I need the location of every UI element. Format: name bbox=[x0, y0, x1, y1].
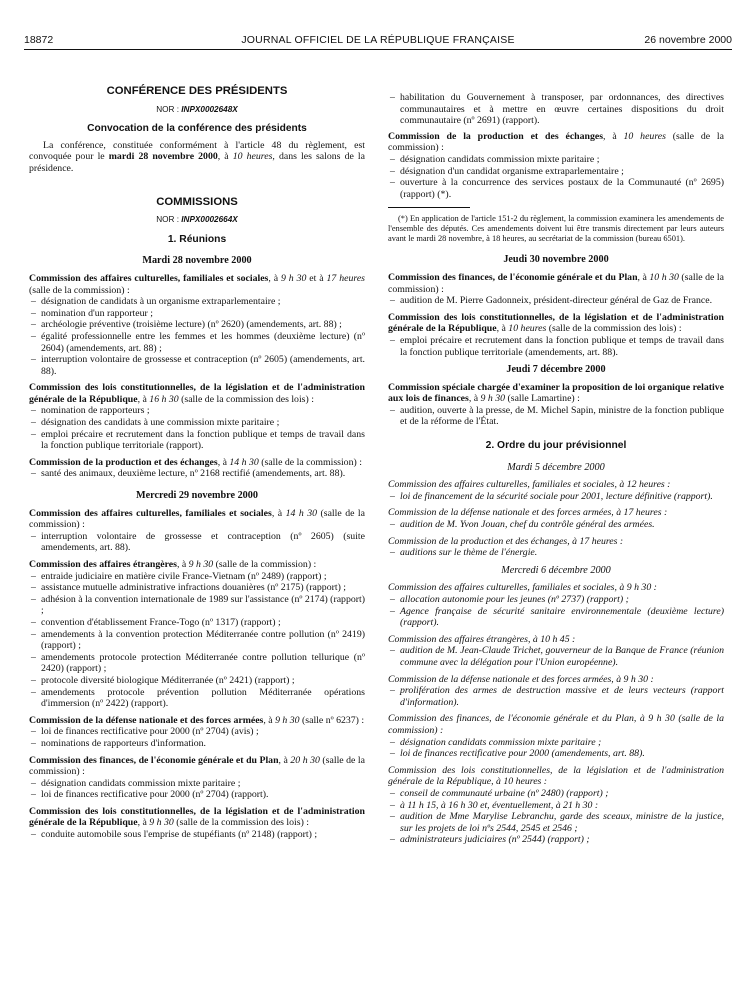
agenda-items bbox=[388, 519, 724, 531]
conference-title: CONFÉRENCE DES PRÉSIDENTS bbox=[106, 85, 288, 97]
commission-heading-part: 16 h 30 bbox=[149, 393, 179, 405]
commission-heading bbox=[388, 382, 724, 405]
agenda-item: – allocation autonomie pour les jeunes (nº 2737) (rapport) ; bbox=[388, 594, 724, 606]
commission-heading-part: (salle Lamartine) : bbox=[505, 393, 580, 405]
conference-nor bbox=[29, 104, 365, 116]
commission-heading-part: (salle de la commission) : bbox=[29, 507, 365, 531]
agenda-items bbox=[388, 491, 724, 503]
conference-text: , dans les salons de la présidence. bbox=[29, 151, 365, 174]
commission-heading-part: (salle de la commission des lois) : bbox=[173, 817, 310, 829]
commission-heading bbox=[29, 559, 365, 571]
agenda-items bbox=[29, 571, 365, 710]
agenda-item: – emploi précaire et recrutement dans la fonction publique et temps de travail dans la fonction publique territoriale (rapport). bbox=[29, 429, 365, 452]
mercredi6-entries bbox=[388, 582, 724, 845]
conference-text: , à bbox=[217, 151, 233, 163]
right-column bbox=[388, 92, 724, 851]
agenda-items bbox=[29, 778, 365, 801]
commission-heading-part: 20 h 30 bbox=[290, 754, 320, 766]
commission-heading-part: , à bbox=[263, 714, 276, 726]
commission-heading bbox=[29, 755, 365, 778]
agenda-items bbox=[388, 295, 724, 307]
page-number: 18872 bbox=[24, 34, 54, 46]
commission-heading-part: (salle de la commission des lois) : bbox=[546, 323, 682, 335]
commission-heading bbox=[29, 382, 365, 405]
agenda-item: – audition, ouverte à la presse, de M. Michel Sapin, ministre de la fonction publique et de la réforme de l'État. bbox=[388, 405, 724, 428]
agenda-heading: Commission de la défense nationale et des forces armées, à 9 h 30 : bbox=[388, 673, 654, 685]
agenda-item: – amendements protocole prévention pollution Méditerranée opérations d'immersion (nº 2422) (rapport). bbox=[29, 687, 365, 710]
commission-heading-part: Commission des affaires étrangères bbox=[29, 559, 177, 570]
agenda-items bbox=[388, 685, 724, 708]
page-header bbox=[24, 33, 732, 50]
commission-heading bbox=[388, 272, 724, 295]
commission-heading-part: Commission de la production et des échanges bbox=[29, 456, 218, 468]
commission-entry bbox=[388, 131, 724, 201]
commission-heading-part: (salle de la commission) : bbox=[258, 456, 362, 468]
agenda-items bbox=[29, 531, 365, 554]
agenda-item: – archéologie préventive (troisième lecture) (nº 2620) (amendements, art. 88) ; bbox=[29, 319, 365, 331]
agenda-item: – prolifération des armes de destruction massive et de leurs vecteurs (rapport d'information). bbox=[388, 685, 724, 708]
commission-heading-part: , à bbox=[137, 393, 150, 405]
agenda-item: – emploi précaire et recrutement dans la fonction publique et temps de travail dans la fonction publique territoriale (amendements, art. 88). bbox=[388, 335, 724, 358]
commission-heading-part: Commission des lois constitutionnelles, de la législation et de l'administration générale de la République bbox=[388, 311, 724, 335]
agenda-heading: Commission de la défense nationale et des forces armées, à 17 heures : bbox=[388, 507, 668, 519]
left-column bbox=[29, 86, 365, 846]
agenda-item: – nomination d'un rapporteur ; bbox=[29, 308, 365, 320]
agenda-item: – interruption volontaire de grossesse et contraception (nº 2605) (suite amendements, art. 88). bbox=[29, 531, 365, 554]
commission-heading-part: 9 h 30 bbox=[149, 817, 174, 829]
nor-id: INPX0002664X bbox=[181, 215, 238, 225]
commission-heading-part: , à bbox=[278, 754, 291, 766]
agenda-item: – protocole diversité biologique Méditerranée (nº 2421) (rapport) ; bbox=[29, 675, 365, 687]
agenda-heading: Commission des affaires culturelles, familiales et sociales, à 9 h 30 : bbox=[388, 582, 657, 594]
journal-title: JOURNAL OFFICIEL DE LA RÉPUBLIQUE FRANÇAISE bbox=[241, 34, 515, 46]
commission-entry bbox=[29, 508, 365, 554]
agenda-item: – désignation candidats commission mixte paritaire ; bbox=[29, 778, 365, 790]
commission-heading-part: Commission des finances, de l'économie générale et du Plan bbox=[388, 271, 638, 283]
commission-heading-part: (salle de la commission) : bbox=[388, 130, 724, 154]
day-heading: Jeudi 7 décembre 2000 bbox=[506, 364, 606, 376]
agenda-item: – assistance mutuelle administrative infractions douanières (nº 2175) (rapport) ; bbox=[29, 582, 365, 594]
commission-heading-part: 14 h 30 bbox=[285, 507, 318, 519]
nor-label: NOR : bbox=[156, 215, 179, 225]
agenda-items bbox=[29, 296, 365, 377]
commission-heading-part: , à bbox=[468, 393, 481, 405]
footnote: (*) En application de l'article 151-2 du règlement, la commission examinera les amendements de l'ensemble des députés. Ces amendements doivent lui être transmis directement par leurs auteurs avant le mardi 28 novembre, à 18 heures, au secrétariat de la commission (bureau 6501). bbox=[388, 214, 724, 244]
day-heading: Mardi 5 décembre 2000 bbox=[507, 461, 605, 473]
commission-entry bbox=[388, 382, 724, 428]
commission-heading bbox=[29, 457, 365, 469]
agenda-item: – à 11 h 15, à 16 h 30 et, éventuellement, à 21 h 30 : bbox=[388, 800, 724, 812]
agenda-items bbox=[388, 405, 724, 428]
commission-heading bbox=[29, 715, 365, 727]
commission-heading-part: 9 h 30 bbox=[480, 393, 506, 405]
agenda-items bbox=[388, 154, 724, 200]
commission-heading-part: , à bbox=[176, 559, 189, 570]
agenda-heading: Commission des lois constitutionnelles, de la législation et de l'administration générale de la République, à 10 heures : bbox=[388, 764, 724, 788]
commission-heading-part: , à bbox=[217, 456, 230, 468]
agenda-items bbox=[388, 547, 724, 559]
commission-heading-part: , à bbox=[268, 272, 281, 284]
agenda-item: – désignation de candidats à un organisme extraparlementaire ; bbox=[29, 296, 365, 308]
agenda-items bbox=[388, 737, 724, 760]
agenda-entry bbox=[388, 713, 724, 759]
conference-subtitle: Convocation de la conférence des présidents bbox=[87, 123, 307, 135]
commission-heading-part: , à bbox=[271, 507, 286, 519]
agenda-items bbox=[388, 335, 724, 358]
agenda-items bbox=[388, 645, 724, 668]
agenda-entry bbox=[388, 582, 724, 628]
commission-heading-part: 14 h 30 bbox=[229, 456, 259, 468]
agenda-item: – conduite automobile sous l'emprise de stupéfiants (nº 2148) (rapport) ; bbox=[29, 829, 365, 841]
commission-heading-part: 10 heures bbox=[508, 323, 547, 335]
agenda-item: – amendements protocole protection Méditerranée contre pollution tellurique (nº 2420) (rapport) ; bbox=[29, 652, 365, 675]
agenda-item: – santé des animaux, deuxième lecture, nº 2168 rectifié (amendements, art. 88). bbox=[29, 468, 365, 480]
day-heading: Mardi 28 novembre 2000 bbox=[142, 255, 252, 267]
agenda-item: – audition de Mme Marylise Lebranchu, garde des sceaux, ministre de la justice, sur les projets de loi nºs 2544, 2545 et 2546 ; bbox=[388, 811, 724, 834]
agenda-items bbox=[29, 405, 365, 451]
commissions-title: COMMISSIONS bbox=[156, 195, 238, 208]
commission-entry bbox=[29, 755, 365, 801]
conference-time: 10 heures bbox=[232, 151, 273, 163]
commission-heading-part: Commission des affaires culturelles, familiales et sociales bbox=[29, 507, 272, 519]
agenda-items bbox=[29, 829, 365, 841]
agenda-item: – habilitation du Gouvernement à transposer, par ordonnances, des directives communautaires et à mettre en œuvre certaines dispositions du droit communautaire (nº 2691) (rapport). bbox=[388, 92, 724, 127]
agenda-item: – loi de financement de la sécurité sociale pour 2001, lecture définitive (rapport). bbox=[388, 491, 724, 503]
commission-heading-part: (salle de la commission) : bbox=[29, 284, 130, 296]
agenda-item: – désignation candidats commission mixte paritaire ; bbox=[388, 154, 724, 166]
agenda-item: – auditions sur le thème de l'énergie. bbox=[388, 547, 724, 559]
agenda-item: – nominations de rapporteurs d'information. bbox=[29, 738, 365, 750]
commission-heading bbox=[29, 273, 365, 296]
agenda-item: – convention d'établissement France-Togo (nº 1317) (rapport) ; bbox=[29, 617, 365, 629]
issue-date: 26 novembre 2000 bbox=[644, 34, 732, 46]
commission-heading-part: (salle de la commission) : bbox=[213, 559, 317, 570]
commission-entry bbox=[388, 312, 724, 358]
agenda-items bbox=[29, 468, 365, 480]
commission-heading-part: 9 h 30 bbox=[275, 714, 300, 726]
agenda-item: – loi de finances rectificative pour 2000 (nº 2704) (rapport). bbox=[29, 789, 365, 801]
continuation-items bbox=[388, 92, 724, 127]
production-entry bbox=[388, 131, 724, 201]
mardi28-entries bbox=[29, 273, 365, 480]
agenda-heading: Commission des affaires culturelles, familiales et sociales, à 12 heures : bbox=[388, 479, 671, 491]
agenda-item: – conseil de communauté urbaine (nº 2480) (rapport) ; bbox=[388, 788, 724, 800]
commission-heading-part: , à bbox=[637, 271, 650, 283]
mardi5-entries bbox=[388, 479, 724, 559]
agenda-items bbox=[388, 788, 724, 846]
commission-heading-part: 10 h 30 bbox=[649, 271, 679, 283]
conference-text: La conférence, constituée conformément à l'article 48 du règlement, est convoquée pour le bbox=[29, 139, 365, 163]
agenda-entry bbox=[388, 507, 724, 530]
agenda-items bbox=[29, 726, 365, 749]
commission-heading-part: 10 heures bbox=[623, 130, 666, 142]
agenda-items bbox=[388, 594, 724, 629]
agenda-entry bbox=[388, 479, 724, 502]
agenda-heading: Commission de la production et des échanges, à 17 heures : bbox=[388, 535, 624, 547]
commission-heading-part: (salle de la commission) : bbox=[388, 271, 724, 295]
nor-label: NOR : bbox=[156, 104, 179, 114]
agenda-item: – désignation candidats commission mixte paritaire ; bbox=[388, 737, 724, 749]
commission-heading bbox=[29, 806, 365, 829]
agenda-entry bbox=[388, 536, 724, 559]
agenda-item: – Agence française de sécurité sanitaire environnementale (deuxième lecture) (rapport). bbox=[388, 606, 724, 629]
agenda-heading: Commission des finances, de l'économie générale et du Plan, à 9 h 30 (salle de la commission) : bbox=[388, 713, 724, 736]
commission-entry bbox=[388, 272, 724, 307]
agenda-item: – audition de M. Pierre Gadonneix, président-directeur général de Gaz de France. bbox=[388, 295, 724, 307]
day-heading: Jeudi 30 novembre 2000 bbox=[503, 254, 609, 266]
agenda-item: – interruption volontaire de grossesse et contraception (nº 2605) (amendements, art. 88). bbox=[29, 354, 365, 377]
day-heading: Mercredi 6 décembre 2000 bbox=[501, 564, 611, 576]
agenda-item: – audition de M. Yvon Jouan, chef du contrôle général des armées. bbox=[388, 519, 724, 531]
conference-date: mardi 28 novembre 2000 bbox=[108, 151, 218, 163]
commission-heading-part: 17 heures bbox=[326, 272, 365, 284]
agenda-entry bbox=[388, 765, 724, 846]
commission-heading-part: , à bbox=[603, 130, 624, 142]
commission-heading-part: Commission des lois constitutionnelles, de la législation et de l'administration générale de la République bbox=[29, 805, 365, 829]
agenda-entry bbox=[388, 634, 724, 669]
commission-heading-part: Commission spéciale chargée d'examiner la proposition de loi organique relative aux lois de finances bbox=[388, 381, 724, 405]
commission-heading-part: (salle nº 6237) : bbox=[299, 714, 365, 726]
agenda-item: – désignation des candidats à une commission mixte paritaire ; bbox=[29, 417, 365, 429]
commission-heading-part: , à bbox=[137, 817, 150, 829]
jeudi7-entries bbox=[388, 382, 724, 428]
agenda-item: – désignation d'un candidat organisme extraparlementaire ; bbox=[388, 166, 724, 178]
commission-heading-part: , à bbox=[496, 323, 509, 335]
commission-heading bbox=[388, 312, 724, 335]
agenda-item: – administrateurs judiciaires (nº 2544) (rapport) ; bbox=[388, 834, 724, 846]
commission-entry bbox=[29, 273, 365, 377]
commission-entry bbox=[29, 715, 365, 750]
commission-heading-part: 9 h 30 bbox=[280, 272, 307, 284]
commission-heading bbox=[29, 508, 365, 531]
agenda-item: – égalité professionnelle entre les femmes et les hommes (deuxième lecture) (nº 2604) (amendements, art. 88) ; bbox=[29, 331, 365, 354]
commission-entry bbox=[29, 559, 365, 710]
agenda-item: – ouverture à la concurrence des services postaux de la Communauté (nº 2695) (rapport) (*). bbox=[388, 177, 724, 200]
commissions-nor bbox=[29, 214, 365, 226]
section-reunions-title: 1. Réunions bbox=[167, 233, 227, 245]
commission-heading-part: et à bbox=[306, 272, 327, 284]
commission-heading-part: Commission des affaires culturelles, familiales et sociales bbox=[29, 272, 269, 284]
commission-entry bbox=[29, 806, 365, 841]
commission-heading-part: Commission des finances, de l'économie générale et du Plan bbox=[29, 754, 279, 766]
mercredi29-entries bbox=[29, 508, 365, 841]
agenda-item: – amendements à la convention protection Méditerranée contre pollution (nº 2419) (rapport) ; bbox=[29, 629, 365, 652]
commission-entry bbox=[29, 382, 365, 452]
agenda-item: – nomination de rapporteurs ; bbox=[29, 405, 365, 417]
agenda-item: – loi de finances rectificative pour 2000 (nº 2704) (avis) ; bbox=[29, 726, 365, 738]
footnote-rule bbox=[388, 207, 470, 208]
commission-heading-part: (salle de la commission des lois) : bbox=[178, 393, 314, 405]
commission-entry bbox=[29, 457, 365, 480]
commission-heading-part: 9 h 30 bbox=[188, 559, 214, 570]
agenda-item: – entraide judiciaire en matière civile France-Vietnam (nº 2489) (rapport) ; bbox=[29, 571, 365, 583]
commission-heading-part: (salle de la commission) : bbox=[29, 754, 365, 778]
agenda-item: – audition de M. Jean-Claude Trichet, gouverneur de la Banque de France (réunion commune avec la délégation pour l'Union européenne). bbox=[388, 645, 724, 668]
agenda-item: – loi de finances rectificative pour 2000 (amendements, art. 88). bbox=[388, 748, 724, 760]
conference-paragraph bbox=[29, 140, 365, 175]
commission-heading-part: Commission de la production et des échanges bbox=[388, 130, 604, 142]
commission-heading-part: Commission de la défense nationale et des forces armées bbox=[29, 714, 264, 726]
commission-heading bbox=[388, 131, 724, 154]
agenda-entry bbox=[388, 674, 724, 709]
day-heading: Mercredi 29 novembre 2000 bbox=[136, 490, 258, 502]
jeudi30-entries bbox=[388, 272, 724, 358]
section-ordre-title: 2. Ordre du jour prévisionnel bbox=[485, 440, 627, 452]
nor-id: INPX0002648X bbox=[181, 104, 238, 114]
commission-heading-part: Commission des lois constitutionnelles, de la législation et de l'administration générale de la République bbox=[29, 382, 365, 405]
agenda-item: – adhésion à la convention internationale de 1989 sur l'assistance (nº 2174) (rapport) ; bbox=[29, 594, 365, 617]
agenda-heading: Commission des affaires étrangères, à 10 h 45 : bbox=[388, 633, 576, 645]
